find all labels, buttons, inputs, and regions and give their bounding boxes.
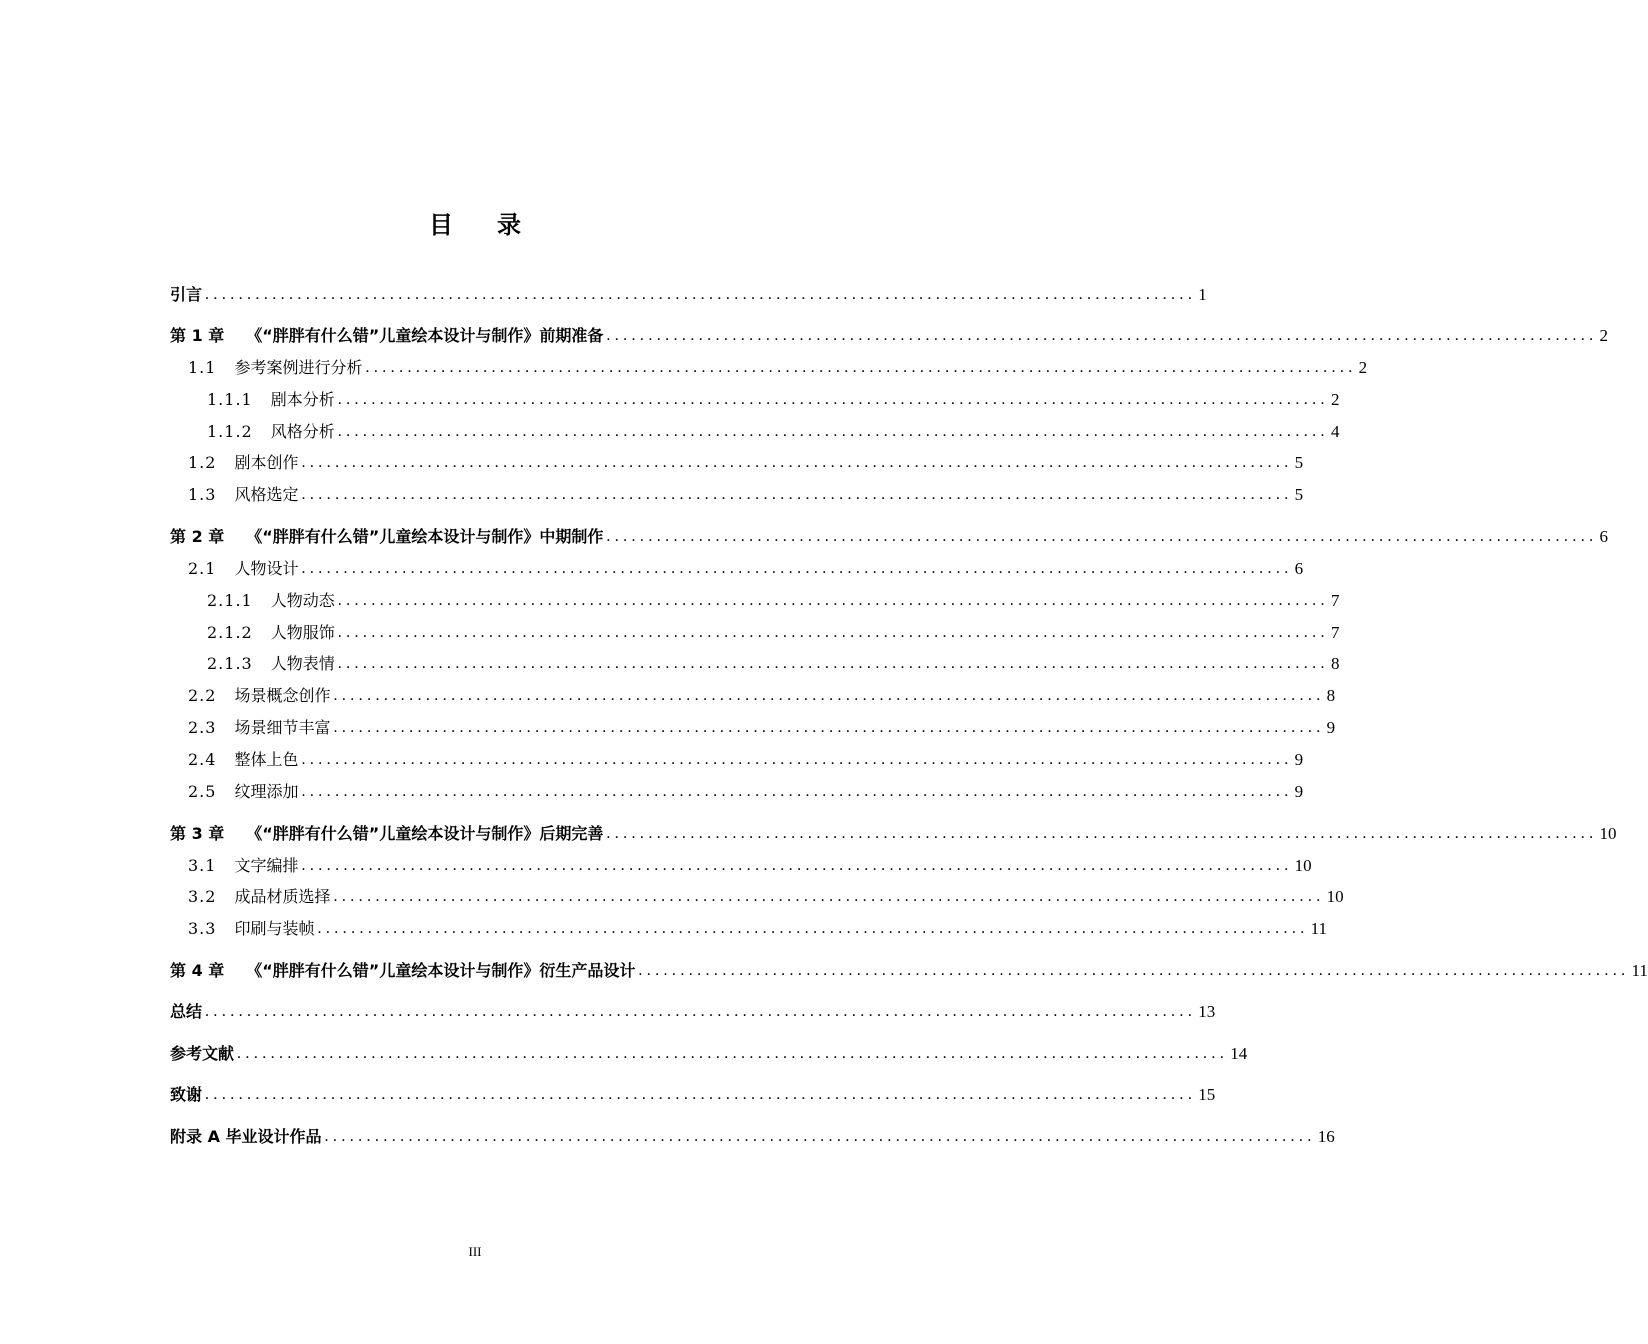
toc-entry-title: 《“胖胖有什么错”儿童绘本设计与制作》中期制作 <box>246 527 604 546</box>
toc-page-number: 4 <box>1330 422 1340 441</box>
toc-entry-title: 场景细节丰富 <box>234 718 331 737</box>
toc-entry[interactable] <box>188 747 1304 771</box>
toc-entry-title: 场景概念创作 <box>234 686 331 705</box>
toc-entry-title: 《“胖胖有什么错”儿童绘本设计与制作》衍生产品设计 <box>246 961 636 980</box>
toc-entry-heading <box>188 685 330 707</box>
page-title: 目录 <box>429 211 565 239</box>
toc-leader-dots: ...................................................................................................................... <box>237 1045 1229 1062</box>
toc-entry-number: 3.2 <box>188 887 217 906</box>
toc-leader-dots: ...................................................................................................................... <box>301 857 1293 874</box>
toc-entry[interactable] <box>188 916 1328 940</box>
toc-page-number: 9 <box>1326 718 1336 737</box>
toc-entry-number: 2.2 <box>188 686 217 705</box>
toc-entry-title: 整体上色 <box>234 750 299 769</box>
toc-entry-number: 第 2 章 <box>170 527 225 546</box>
toc-page-number: 16 <box>1317 1127 1335 1146</box>
toc-entry[interactable] <box>170 999 1216 1023</box>
toc-entry[interactable] <box>170 1082 1216 1106</box>
toc-entry-number: 2.1.1 <box>207 591 253 610</box>
toc-entry-title: 人物服饰 <box>270 623 335 642</box>
toc-entry[interactable] <box>188 556 1304 580</box>
toc-entry-title: 《“胖胖有什么错”儿童绘本设计与制作》后期完善 <box>246 824 604 843</box>
toc-leader-dots: ...................................................................................................................... <box>301 486 1293 503</box>
toc-entry-number: 1.1.2 <box>207 422 253 441</box>
toc-entry-title: 附录 A 毕业设计作品 <box>170 1127 322 1146</box>
toc-entry-heading <box>170 284 202 306</box>
toc-entry-number: 2.3 <box>188 718 217 737</box>
toc-leader-dots: ...................................................................................................................... <box>205 286 1197 303</box>
toc-page-number: 13 <box>1198 1002 1216 1021</box>
toc-entry[interactable] <box>188 355 1368 379</box>
toc-page-number: 10 <box>1599 824 1617 843</box>
toc-page-number: 15 <box>1198 1085 1216 1104</box>
page-number-footer: III <box>468 1244 482 1259</box>
toc-entry-heading <box>188 558 298 580</box>
toc-entry[interactable] <box>207 419 1340 443</box>
toc-entry-number: 2.1.2 <box>207 623 253 642</box>
toc-page-number: 2 <box>1358 358 1368 377</box>
toc-entry[interactable] <box>207 588 1340 612</box>
toc-entry-number: 1.2 <box>188 453 217 472</box>
toc-entry-number: 2.1.3 <box>207 654 253 673</box>
toc-leader-dots: ...................................................................................................................... <box>205 1003 1197 1020</box>
toc-entry-title: 参考案例进行分析 <box>234 358 363 377</box>
toc-leader-dots: ...................................................................................................................... <box>301 560 1293 577</box>
toc-entry-title: 纹理添加 <box>234 782 299 801</box>
toc-entry-number: 第 1 章 <box>170 326 225 345</box>
toc-entry-heading <box>207 389 335 411</box>
toc-entry-title: 致谢 <box>170 1085 203 1104</box>
toc-entry[interactable] <box>188 884 1344 908</box>
toc-entry[interactable] <box>170 1041 1248 1065</box>
toc-entry-title: 参考文献 <box>170 1044 235 1063</box>
toc-leader-dots: ...................................................................................................................... <box>337 624 1329 641</box>
toc-entry-heading <box>188 357 362 379</box>
toc-entry[interactable] <box>170 282 1207 306</box>
toc-entry-title: 文字编排 <box>234 856 299 875</box>
toc-leader-dots: ...................................................................................................................... <box>205 1086 1197 1103</box>
toc-entry[interactable] <box>170 524 1609 548</box>
toc-page-number: 14 <box>1230 1044 1248 1063</box>
toc-entry[interactable] <box>188 715 1336 739</box>
toc-entry-number: 2.5 <box>188 782 217 801</box>
toc-entry-title: 风格分析 <box>270 422 335 441</box>
toc-entry-heading <box>170 526 603 548</box>
toc-entry-title: 人物设计 <box>234 559 299 578</box>
toc-entry-number: 2.4 <box>188 750 217 769</box>
toc-entry-title: 总结 <box>170 1002 203 1021</box>
toc-leader-dots: ...................................................................................................................... <box>606 825 1598 842</box>
toc-entry-number: 1.1 <box>188 358 217 377</box>
toc-entry-heading <box>188 781 298 803</box>
toc-entry-heading <box>170 325 603 347</box>
toc-leader-dots: ...................................................................................................................... <box>337 391 1329 408</box>
toc-entry-heading <box>188 886 330 908</box>
toc-page-number: 10 <box>1326 887 1344 906</box>
toc-entry-heading <box>170 1084 202 1106</box>
toc-page-number: 7 <box>1330 591 1340 610</box>
toc-entry-heading <box>170 1126 322 1148</box>
toc-page-number: 11 <box>1310 919 1328 938</box>
toc-entry[interactable] <box>207 620 1340 644</box>
toc-entry-heading <box>207 590 335 612</box>
toc-leader-dots: ...................................................................................................................... <box>333 719 1325 736</box>
toc-entry-number: 2.1 <box>188 559 217 578</box>
toc-page-number: 10 <box>1294 856 1312 875</box>
toc-entry-heading <box>207 421 335 443</box>
toc-leader-dots: ...................................................................................................................... <box>337 423 1329 440</box>
toc-entry-heading <box>170 960 635 982</box>
toc-entry-heading <box>188 452 298 474</box>
toc-leader-dots: ...................................................................................................................... <box>317 920 1309 937</box>
toc-entry[interactable] <box>170 1124 1335 1148</box>
toc-entry[interactable] <box>188 482 1304 506</box>
toc-entry[interactable] <box>170 323 1609 347</box>
toc-entry-title: 《“胖胖有什么错”儿童绘本设计与制作》前期准备 <box>246 326 604 345</box>
toc-entry[interactable] <box>188 853 1312 877</box>
toc-page-number: 8 <box>1326 686 1336 705</box>
toc-entry-heading <box>188 918 314 940</box>
toc-page-number: 2 <box>1599 326 1609 345</box>
toc-leader-dots: ...................................................................................................................... <box>301 783 1293 800</box>
toc-entry-title: 剧本分析 <box>270 390 335 409</box>
toc-entry-title: 风格选定 <box>234 485 299 504</box>
toc-page-number: 5 <box>1294 453 1304 472</box>
toc-entry-number: 1.3 <box>188 485 217 504</box>
toc-entry-title: 印刷与装帧 <box>234 919 315 938</box>
toc-entry-heading <box>188 717 330 739</box>
toc-page-number: 8 <box>1330 654 1340 673</box>
toc-entry[interactable] <box>170 821 1617 845</box>
toc-page-number: 2 <box>1330 390 1340 409</box>
toc-entry-number: 3.3 <box>188 919 217 938</box>
toc-entry-heading <box>188 855 298 877</box>
toc-entry-heading <box>207 653 335 675</box>
toc-entry-heading <box>170 823 603 845</box>
toc-leader-dots: ...................................................................................................................... <box>333 888 1325 905</box>
toc-leader-dots: ...................................................................................................................... <box>638 962 1630 979</box>
toc-entry-number: 3.1 <box>188 856 217 875</box>
toc-leader-dots: ...................................................................................................................... <box>301 751 1293 768</box>
toc-leader-dots: ...................................................................................................................... <box>337 655 1329 672</box>
toc-entry[interactable] <box>207 651 1340 675</box>
toc-page-number: 6 <box>1294 559 1304 578</box>
toc-entry-number: 第 4 章 <box>170 961 225 980</box>
toc-entry-heading <box>170 1043 234 1065</box>
toc-page-number: 1 <box>1198 285 1207 304</box>
toc-leader-dots: ...................................................................................................................... <box>606 528 1598 545</box>
toc-entry-title: 人物动态 <box>270 591 335 610</box>
toc-page-number: 9 <box>1294 750 1304 769</box>
toc-entry-title: 引言 <box>170 285 203 304</box>
toc-entry[interactable] <box>170 958 1648 982</box>
toc-page-number: 9 <box>1294 782 1304 801</box>
toc-entry-number: 第 3 章 <box>170 824 225 843</box>
toc-leader-dots: ...................................................................................................................... <box>324 1128 1316 1145</box>
toc-entry[interactable] <box>207 387 1340 411</box>
toc-entry-heading <box>188 484 298 506</box>
toc-entry-heading <box>207 622 335 644</box>
toc-entry-heading <box>170 1001 202 1023</box>
toc-page-number: 11 <box>1631 961 1648 980</box>
toc-leader-dots: ...................................................................................................................... <box>606 327 1598 344</box>
toc-entry-heading <box>188 749 298 771</box>
toc-entry-title: 成品材质选择 <box>234 887 331 906</box>
toc-page-number: 5 <box>1294 485 1304 504</box>
toc-entry[interactable] <box>188 450 1304 474</box>
toc-leader-dots: ...................................................................................................................... <box>365 359 1357 376</box>
toc-entry-number: 1.1.1 <box>207 390 253 409</box>
toc-entry[interactable] <box>188 683 1336 707</box>
toc-entry-title: 剧本创作 <box>234 453 299 472</box>
toc-leader-dots: ...................................................................................................................... <box>333 687 1325 704</box>
toc-entry[interactable] <box>188 779 1304 803</box>
toc-page-number: 6 <box>1599 527 1609 546</box>
toc-leader-dots: ...................................................................................................................... <box>337 592 1329 609</box>
toc-page-number: 7 <box>1330 623 1340 642</box>
toc-leader-dots: ...................................................................................................................... <box>301 454 1293 471</box>
toc-entry-title: 人物表情 <box>270 654 335 673</box>
